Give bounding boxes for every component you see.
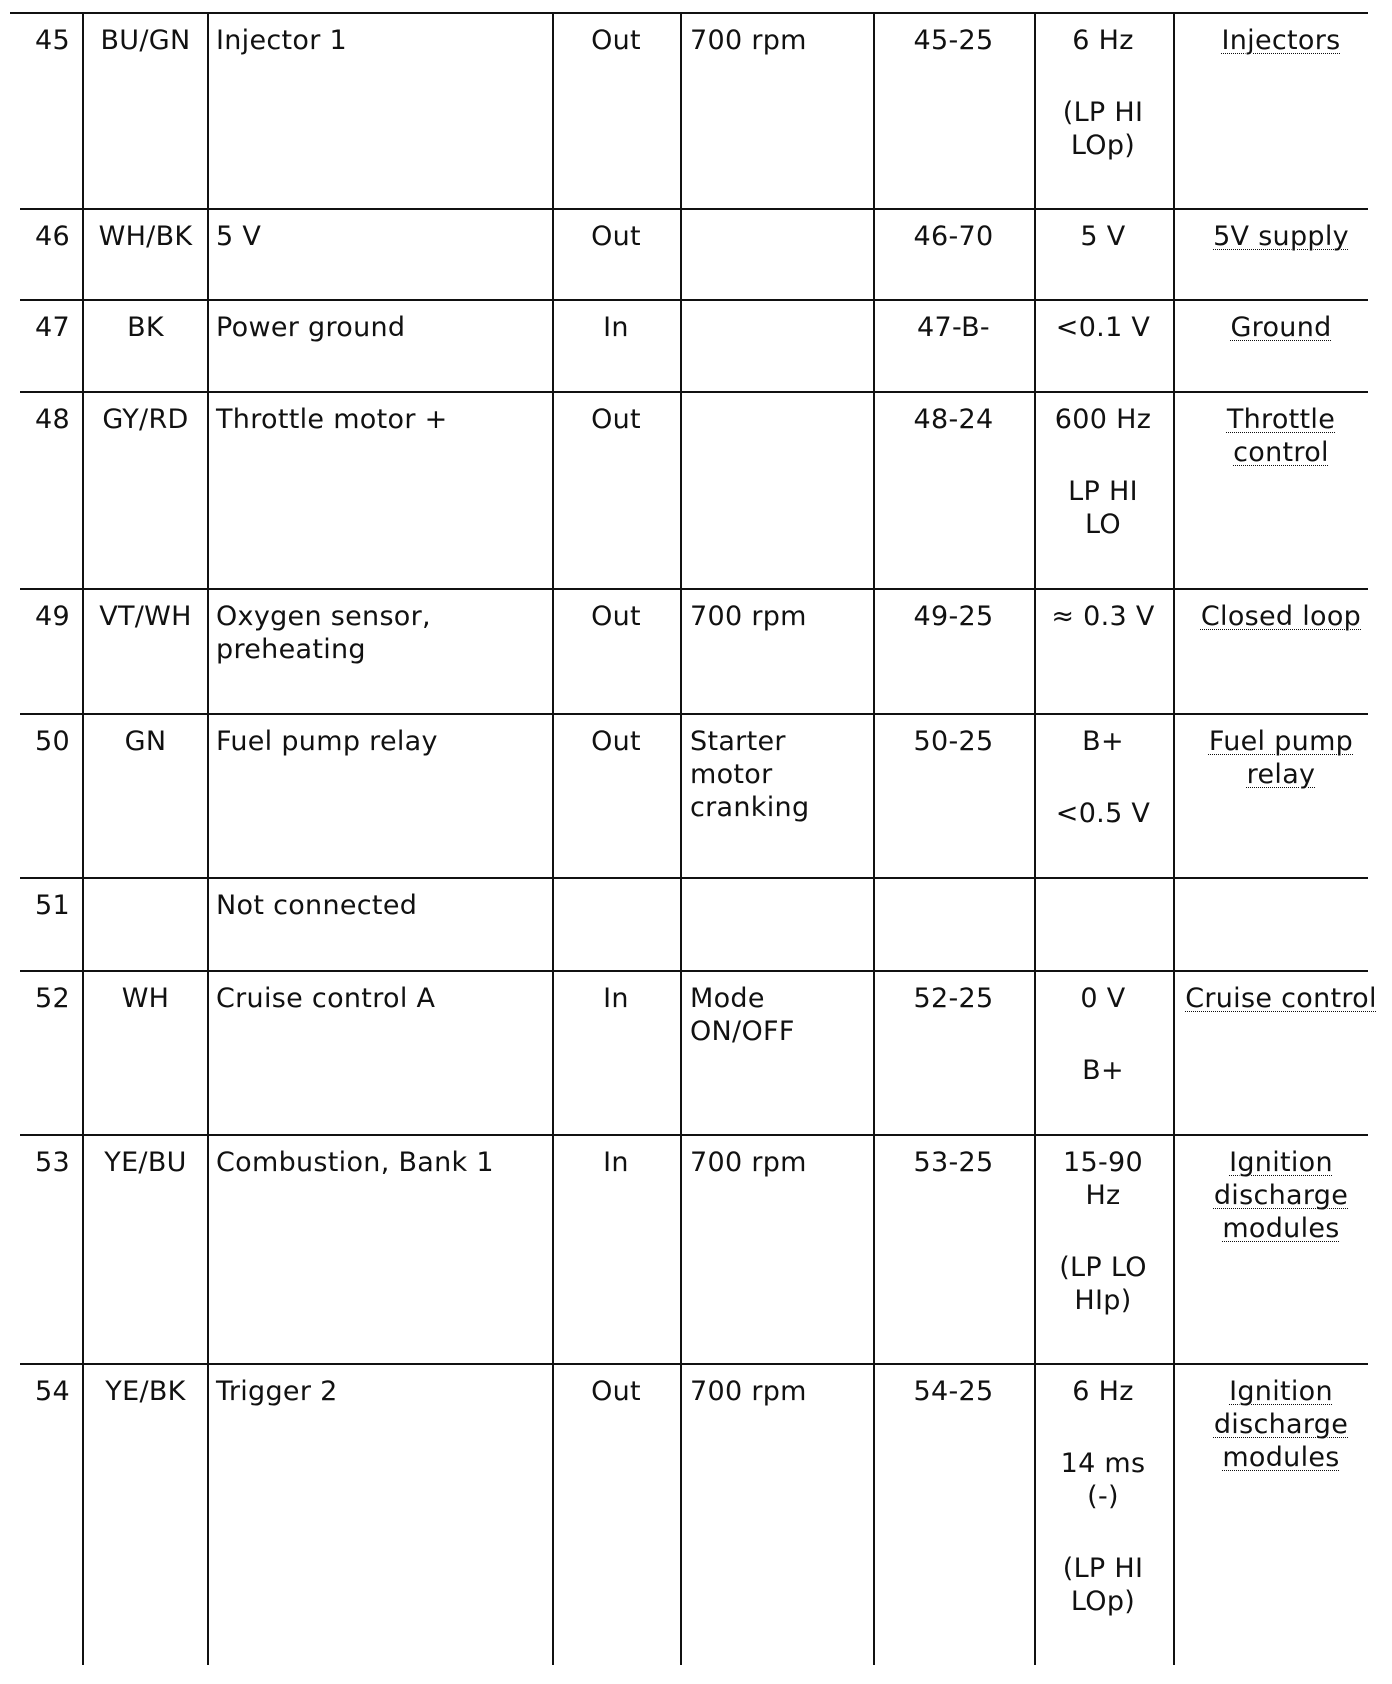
cell-line: Mode bbox=[690, 983, 765, 1014]
cell-value bbox=[1036, 24, 1170, 162]
cell-measure: 48-24 bbox=[913, 404, 994, 435]
cell-color: BU/GN bbox=[100, 25, 191, 56]
cell-direction: Out bbox=[591, 25, 641, 56]
row-divider bbox=[20, 1134, 1368, 1136]
column-divider bbox=[873, 12, 875, 1665]
cell-line: ON/OFF bbox=[690, 1016, 795, 1047]
cell-line: 15-90 bbox=[1063, 1147, 1143, 1178]
cell-description bbox=[216, 24, 550, 57]
cell-measure: 53-25 bbox=[913, 1147, 994, 1178]
row-divider bbox=[20, 713, 1368, 715]
cell-line: 5 V bbox=[1080, 221, 1126, 252]
cell-pin: 48 bbox=[35, 404, 70, 435]
cell-description bbox=[216, 1375, 550, 1408]
cell-reference bbox=[1174, 24, 1388, 57]
cell-reference bbox=[1174, 725, 1388, 791]
cell-value bbox=[1036, 220, 1170, 253]
cell-description bbox=[216, 725, 550, 758]
column-divider bbox=[552, 12, 554, 1665]
cell-line: 5 V bbox=[216, 221, 262, 252]
cell-pin: 51 bbox=[35, 890, 70, 921]
cell-line: Starter bbox=[690, 726, 786, 757]
cell-line: Injector 1 bbox=[216, 25, 347, 56]
cell-line: Injectors bbox=[1221, 25, 1341, 56]
cell-line: 700 rpm bbox=[690, 601, 807, 632]
cell-line: 6 Hz bbox=[1072, 1376, 1134, 1407]
cell-color: YE/BU bbox=[104, 1147, 187, 1178]
cell-line: Cruise control bbox=[1185, 983, 1377, 1014]
cell-condition bbox=[690, 1146, 870, 1179]
cell-pin: 47 bbox=[35, 312, 70, 343]
cell-line: Ignition bbox=[1229, 1147, 1333, 1178]
cell-condition bbox=[690, 24, 870, 57]
cell-measure: 52-25 bbox=[913, 983, 994, 1014]
cell-measure: 46-70 bbox=[913, 221, 994, 252]
cell-pin: 52 bbox=[35, 983, 70, 1014]
cell-measure: 50-25 bbox=[913, 726, 994, 757]
cell-direction: Out bbox=[591, 1376, 641, 1407]
cell-line: B+ bbox=[1082, 1055, 1124, 1086]
cell-value bbox=[1036, 311, 1170, 344]
cell-direction: Out bbox=[591, 726, 641, 757]
cell-line: (LP LO bbox=[1059, 1252, 1147, 1283]
cell-reference bbox=[1174, 1375, 1388, 1474]
cell-line: 14 ms bbox=[1060, 1448, 1146, 1479]
cell-condition bbox=[690, 982, 870, 1048]
cell-direction: In bbox=[603, 983, 629, 1014]
cell-description bbox=[216, 982, 550, 1015]
cell-direction: Out bbox=[591, 404, 641, 435]
cell-color: BK bbox=[127, 312, 164, 343]
cell-color: GN bbox=[124, 726, 167, 757]
cell-reference bbox=[1174, 1146, 1388, 1245]
cell-reference bbox=[1174, 403, 1388, 469]
row-divider bbox=[10, 12, 1368, 14]
cell-line: LOp) bbox=[1070, 1586, 1136, 1617]
cell-line: motor bbox=[690, 759, 773, 790]
row-divider bbox=[20, 970, 1368, 972]
cell-pin: 54 bbox=[35, 1376, 70, 1407]
cell-direction: In bbox=[603, 312, 629, 343]
cell-line: discharge bbox=[1213, 1180, 1349, 1211]
cell-line: Fuel pump relay bbox=[216, 726, 438, 757]
cell-line: 700 rpm bbox=[690, 1147, 807, 1178]
row-divider bbox=[20, 1363, 1368, 1365]
cell-description bbox=[216, 403, 550, 436]
cell-color: YE/BK bbox=[105, 1376, 186, 1407]
column-divider bbox=[82, 12, 84, 1665]
cell-condition bbox=[690, 600, 870, 633]
cell-value bbox=[1036, 1146, 1170, 1317]
row-divider bbox=[20, 877, 1368, 879]
cell-description bbox=[216, 311, 550, 344]
cell-line: discharge bbox=[1213, 1409, 1349, 1440]
cell-line: Throttle bbox=[1226, 404, 1336, 435]
cell-direction: Out bbox=[591, 601, 641, 632]
cell-line: B+ bbox=[1082, 726, 1124, 757]
cell-color: GY/RD bbox=[102, 404, 189, 435]
cell-line: Throttle motor + bbox=[216, 404, 448, 435]
cell-line: 5V supply bbox=[1213, 221, 1349, 252]
cell-description bbox=[216, 889, 550, 922]
cell-line: Cruise control A bbox=[216, 983, 436, 1014]
cell-line: 700 rpm bbox=[690, 25, 807, 56]
cell-line: cranking bbox=[690, 792, 810, 823]
cell-direction: In bbox=[603, 1147, 629, 1178]
cell-pin: 53 bbox=[35, 1147, 70, 1178]
cell-line: Ignition bbox=[1229, 1376, 1333, 1407]
cell-measure: 54-25 bbox=[913, 1376, 994, 1407]
cell-line: 700 rpm bbox=[690, 1376, 807, 1407]
cell-color: WH/BK bbox=[98, 221, 193, 252]
row-divider bbox=[20, 299, 1368, 301]
cell-value bbox=[1036, 1375, 1170, 1618]
cell-description bbox=[216, 600, 550, 666]
column-divider bbox=[207, 12, 209, 1665]
cell-line: modules bbox=[1222, 1213, 1340, 1244]
cell-line: LP HI bbox=[1068, 476, 1138, 507]
cell-pin: 50 bbox=[35, 726, 70, 757]
cell-description bbox=[216, 220, 550, 253]
row-divider bbox=[20, 391, 1368, 393]
cell-line: HIp) bbox=[1074, 1285, 1132, 1316]
cell-line: preheating bbox=[216, 634, 366, 665]
cell-line: Hz bbox=[1085, 1180, 1121, 1211]
cell-line: Fuel pump bbox=[1208, 726, 1354, 757]
cell-value bbox=[1036, 403, 1170, 541]
cell-measure: 47-B- bbox=[917, 312, 990, 343]
cell-reference bbox=[1174, 600, 1388, 633]
cell-line: Not connected bbox=[216, 890, 418, 921]
row-divider bbox=[20, 208, 1368, 210]
cell-line: LO bbox=[1085, 509, 1121, 540]
cell-pin: 46 bbox=[35, 221, 70, 252]
cell-line: Closed loop bbox=[1200, 601, 1362, 632]
cell-line: Combustion, Bank 1 bbox=[216, 1147, 494, 1178]
cell-direction: Out bbox=[591, 221, 641, 252]
cell-line: Oxygen sensor, bbox=[216, 601, 431, 632]
cell-line: Ground bbox=[1230, 312, 1332, 343]
cell-measure: 49-25 bbox=[913, 601, 994, 632]
cell-line: control bbox=[1233, 437, 1329, 468]
cell-condition bbox=[690, 1375, 870, 1408]
cell-reference bbox=[1174, 982, 1388, 1015]
cell-line: modules bbox=[1222, 1442, 1340, 1473]
cell-condition bbox=[690, 725, 870, 824]
cell-reference bbox=[1174, 220, 1388, 253]
cell-value bbox=[1036, 982, 1170, 1087]
cell-line: relay bbox=[1246, 759, 1316, 790]
cell-line: Power ground bbox=[216, 312, 406, 343]
cell-description bbox=[216, 1146, 550, 1179]
cell-line: ≈ 0.3 V bbox=[1051, 601, 1155, 632]
cell-pin: 49 bbox=[35, 601, 70, 632]
cell-line: 600 Hz bbox=[1054, 404, 1152, 435]
cell-line: Trigger 2 bbox=[216, 1376, 338, 1407]
cell-line: (-) bbox=[1087, 1481, 1119, 1512]
column-divider bbox=[680, 12, 682, 1665]
row-divider bbox=[20, 588, 1368, 590]
cell-color: WH bbox=[121, 983, 170, 1014]
cell-line: LOp) bbox=[1070, 130, 1136, 161]
cell-color: VT/WH bbox=[99, 601, 192, 632]
cell-line: 0 V bbox=[1080, 983, 1126, 1014]
cell-line: 6 Hz bbox=[1072, 25, 1134, 56]
cell-reference bbox=[1174, 311, 1388, 344]
cell-line: (LP HI bbox=[1062, 97, 1144, 128]
cell-measure: 45-25 bbox=[913, 25, 994, 56]
cell-value bbox=[1036, 725, 1170, 830]
cell-line: <0.1 V bbox=[1055, 312, 1151, 343]
cell-value bbox=[1036, 600, 1170, 633]
cell-line: <0.5 V bbox=[1055, 798, 1151, 829]
cell-pin: 45 bbox=[35, 25, 70, 56]
cell-line: (LP HI bbox=[1062, 1553, 1144, 1584]
